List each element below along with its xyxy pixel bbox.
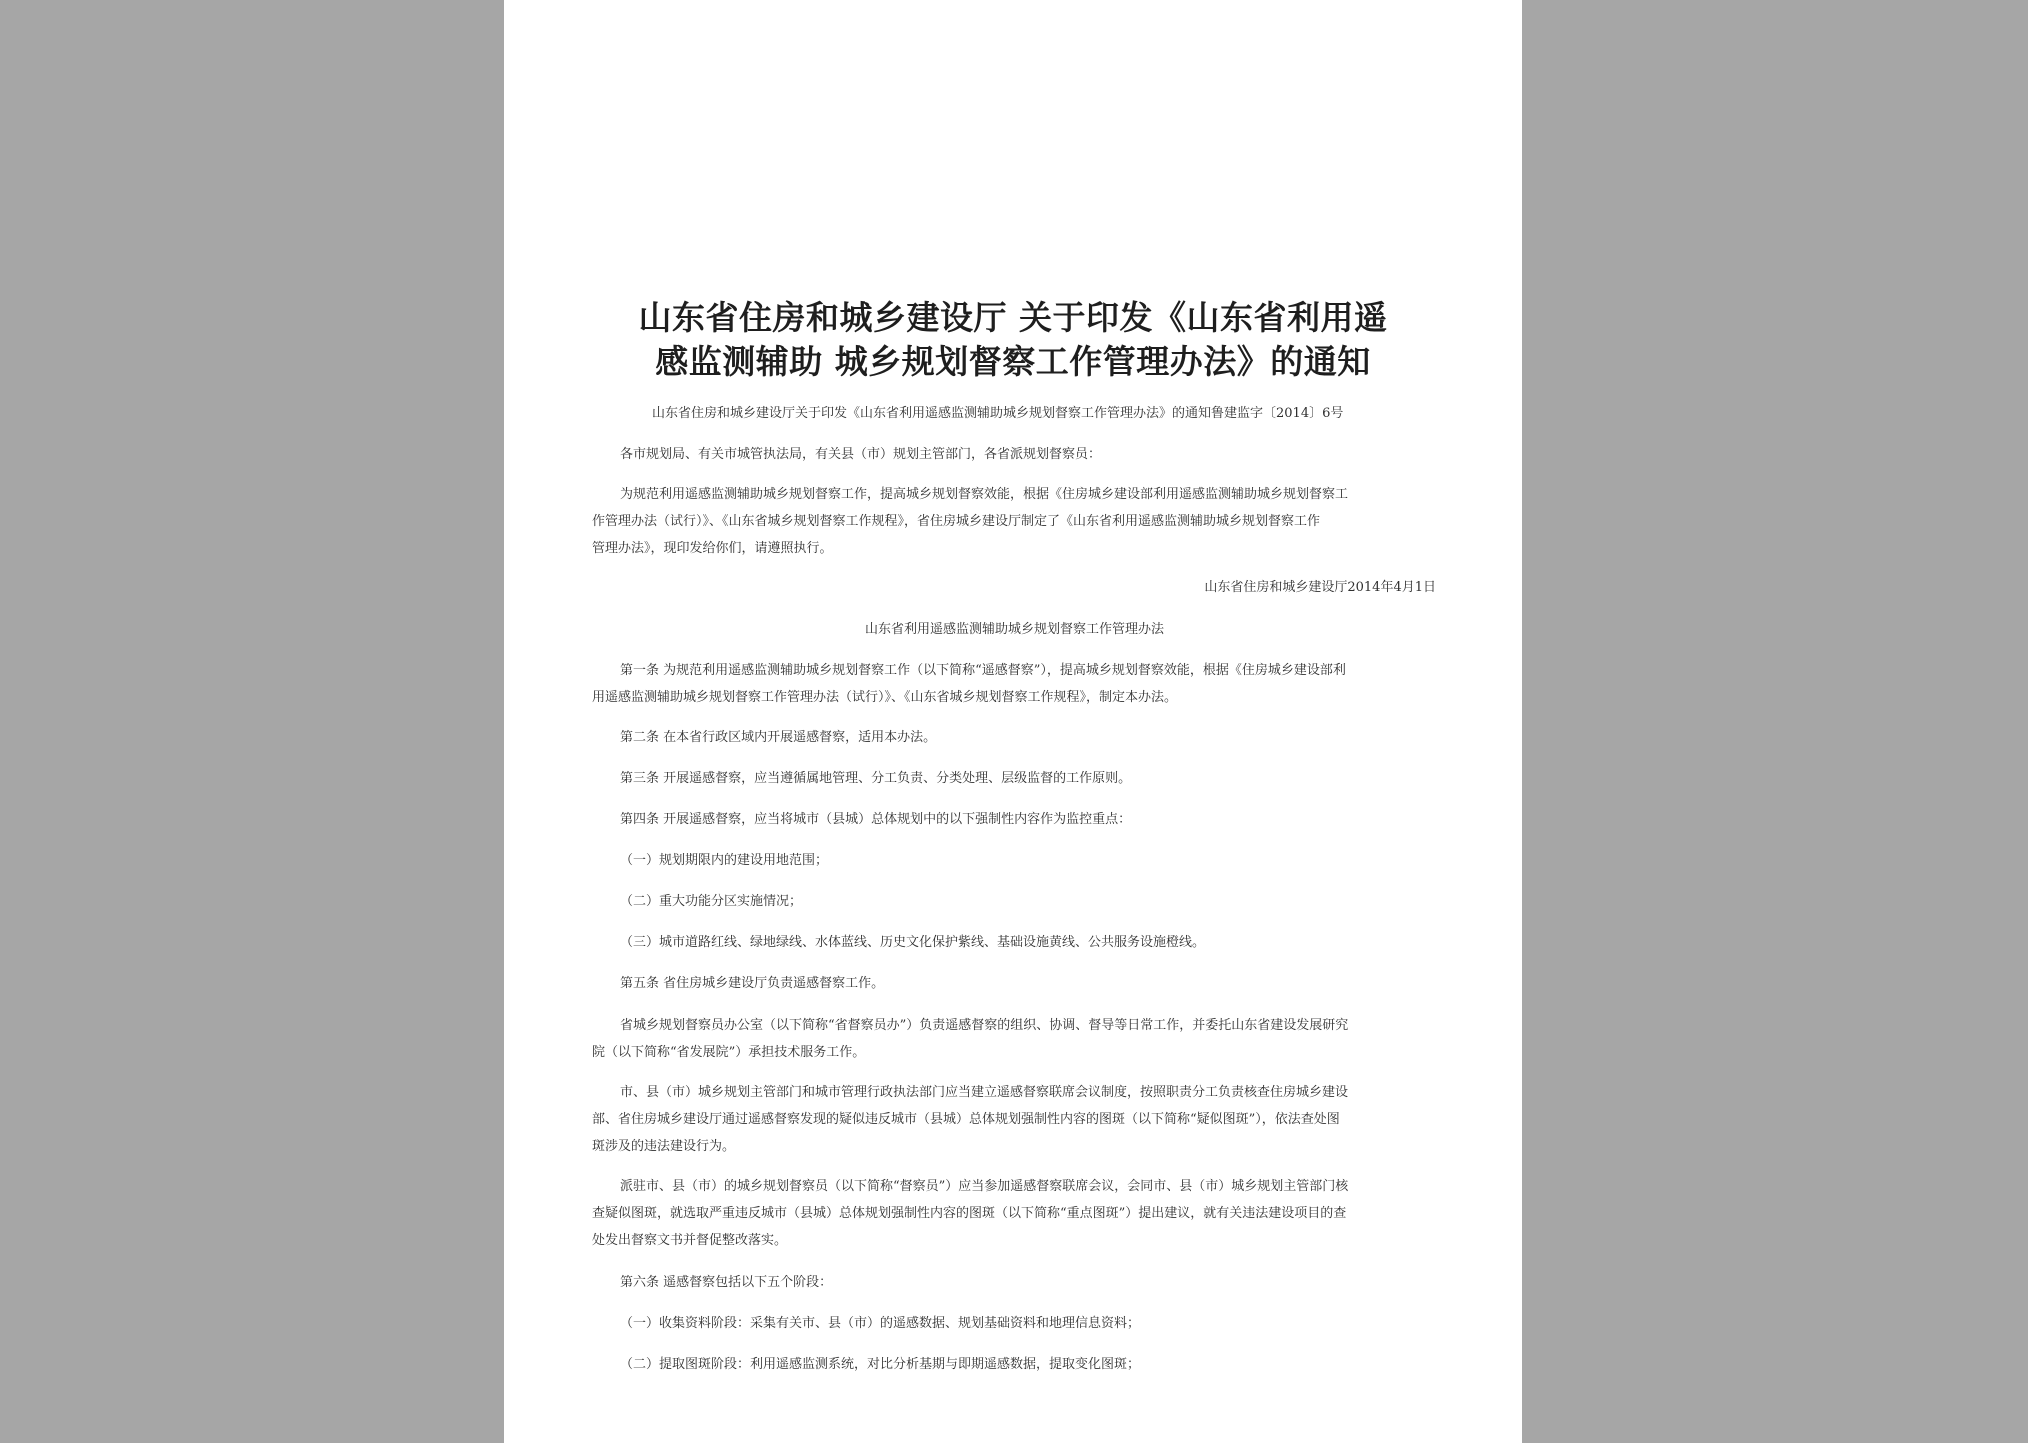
paragraph-line: 院（以下简称“省发展院”）承担技术服务工作。 [592, 1045, 866, 1060]
signature-line [504, 574, 1436, 601]
paragraph-line: 部、省住房城乡建设厅通过遥感督察发现的疑似违反城市（县城）总体规划强制性内容的图斑（以下简称“疑似图斑”），依法查处图 [592, 1112, 1340, 1127]
list-item: （一）收集资料阶段：采集有关市、县（市）的遥感数据、规划基础资料和地理信息资料； [620, 1316, 1141, 1331]
paragraph-line: 斑涉及的违法建设行为。 [592, 1139, 736, 1154]
document-title-line: 感监测辅助 城乡规划督察工作管理办法》的通知 [655, 342, 1371, 381]
article-6: 第六条 遥感督察包括以下五个阶段： [620, 1275, 833, 1290]
list-item: （三）城市道路红线、绿地绿线、水体蓝线、历史文化保护紫线、基础设施黄线、公共服务设施橙线。 [620, 935, 1206, 950]
paragraph-line: 管理办法》，现印发给你们，请遵照执行。 [592, 541, 833, 556]
list-item: （一）规划期限内的建设用地范围； [620, 853, 829, 868]
article-5-paragraph-2 [592, 1079, 1437, 1160]
paragraph-line: 市、县（市）城乡规划主管部门和城市管理行政执法部门应当建立遥感督察联席会议制度，按照职责分工负责核查住房城乡建设 [620, 1085, 1349, 1100]
intro-paragraph [592, 481, 1437, 562]
measures-title [592, 616, 1437, 643]
document-title [588, 296, 1438, 384]
measures-title-text: 山东省利用遥感监测辅助城乡规划督察工作管理办法 [864, 622, 1164, 637]
paragraph-line: 用遥感监测辅助城乡规划督察工作管理办法（试行）》、《山东省城乡规划督察工作规程》，制定本办法。 [592, 690, 1178, 705]
article-5-paragraph-3 [592, 1173, 1437, 1254]
article-3: 第三条 开展遥感督察，应当遵循属地管理、分工负责、分类处理、层级监督的工作原则。 [620, 771, 1132, 786]
paragraph-line: 为规范利用遥感监测辅助城乡规划督察工作，提高城乡规划督察效能，根据《住房城乡建设部利用遥感监测辅助城乡规划督察工 [620, 487, 1349, 502]
list-item: （二）提取图斑阶段：利用遥感监测系统，对比分析基期与即期遥感数据，提取变化图斑； [620, 1357, 1141, 1372]
list-item: （二）重大功能分区实施情况； [620, 894, 803, 909]
paragraph-line: 处发出督察文书并督促整改落实。 [592, 1233, 788, 1248]
article-5-paragraph-1 [592, 1012, 1437, 1066]
paragraph-line: 省城乡规划督察员办公室（以下简称“省督察员办”）负责遥感督察的组织、协调、督导等日常工作，并委托山东省建设发展研究 [620, 1018, 1349, 1033]
document-title-line: 山东省住房和城乡建设厅 关于印发《山东省利用遥 [638, 298, 1388, 337]
signature-text: 山东省住房和城乡建设厅2014年4月1日 [1204, 580, 1436, 595]
article-4: 第四条 开展遥感督察，应当将城市（县城）总体规划中的以下强制性内容作为监控重点： [620, 812, 1132, 827]
paragraph-line: 第一条 为规范利用遥感监测辅助城乡规划督察工作（以下简称“遥感督察”），提高城乡规划督察效能，根据《住房城乡建设部利 [620, 663, 1346, 678]
paragraph-line: 查疑似图斑，就选取严重违反城市（县城）总体规划强制性内容的图斑（以下简称“重点图斑”）提出建议，就有关违法建设项目的查 [592, 1206, 1347, 1221]
article-2: 第二条 在本省行政区域内开展遥感督察，适用本办法。 [620, 730, 937, 745]
paragraph-line: 派驻市、县（市）的城乡规划督察员（以下简称“督察员”）应当参加遥感督察联席会议，会同市、县（市）城乡规划主管部门核 [620, 1179, 1349, 1194]
document-subtitle: 山东省住房和城乡建设厅关于印发《山东省利用遥感监测辅助城乡规划督察工作管理办法》的通知鲁建监字〔2014〕6号 [652, 406, 1344, 421]
article-5: 第五条 省住房城乡建设厅负责遥感督察工作。 [620, 976, 885, 991]
article-1 [592, 657, 1437, 711]
document-page [504, 0, 1522, 1443]
recipients-line: 各市规划局、有关市城管执法局，有关县（市）规划主管部门，各省派规划督察员： [620, 447, 1102, 462]
paragraph-line: 作管理办法（试行）》、《山东省城乡规划督察工作规程》，省住房城乡建设厅制定了《山东省利用遥感监测辅助城乡规划督察工作 [592, 514, 1321, 529]
